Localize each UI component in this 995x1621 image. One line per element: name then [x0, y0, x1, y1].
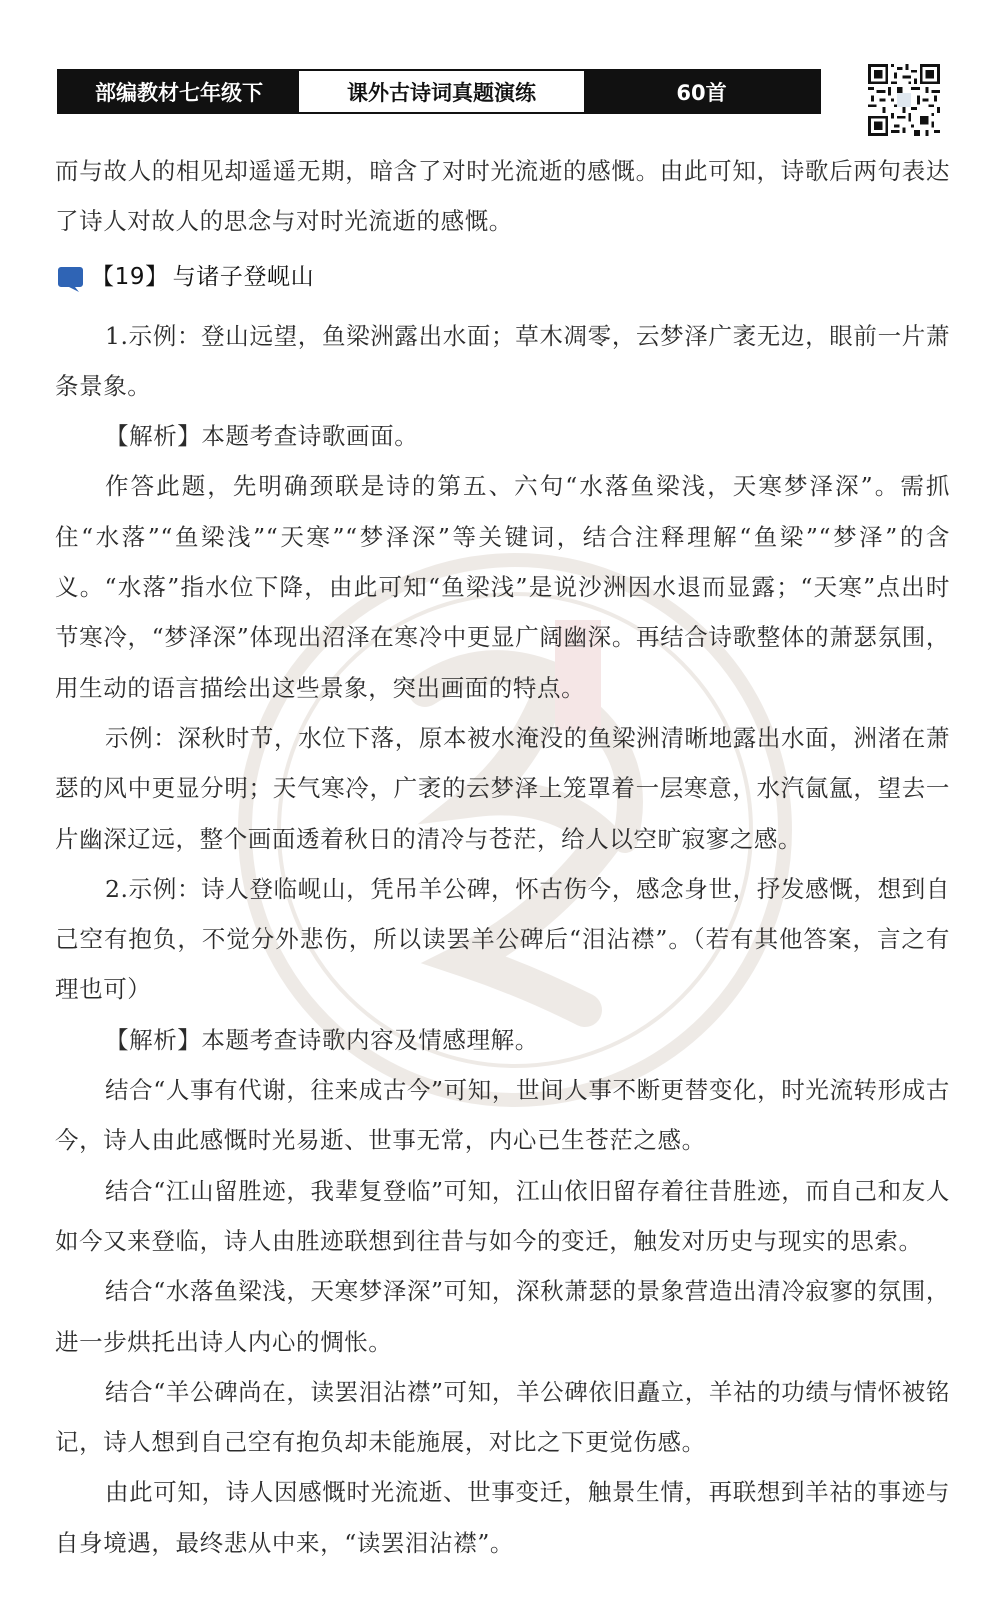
analysis-label: 【解析】 [105, 1025, 202, 1054]
analysis-2-paragraph: 结合“人事有代谢，往来成古今”可知，世间人事不断更替变化，时光流转形成古今，诗人由此感慨时光易逝、世事无常，内心已生苍茫之感。 [55, 1076, 950, 1155]
qr-code-icon[interactable] [868, 64, 940, 136]
analysis-1-heading [55, 411, 950, 461]
header-topic-label: 课外古诗词真题演练 [299, 71, 584, 112]
example-1: 示例：深秋时节，水位下落，原本被水淹没的鱼梁洲清晰地露出水面，洲渚在萧瑟的风中更显分明；天气寒冷，广袤的云梦泽上笼罩着一层寒意，水汽氤氲，望去一片幽深辽远，整个画面透着秋日的清冷与苍茫，给人以空旷寂寥之感。 [55, 723, 950, 853]
analysis-2-paragraph: 由此可知，诗人因感慨时光流逝、世事变迁，触景生情，再联想到羊祜的事迹与自身境遇，最终悲从中来，“读罢泪沾襟”。 [55, 1478, 950, 1557]
section-title: 与诸子登岘山 [172, 264, 315, 291]
bookmark-icon [55, 263, 85, 293]
analysis-text: 本题考查诗歌内容及情感理解。 [201, 1025, 539, 1054]
analysis-2-paragraph: 结合“水落鱼梁浅，天寒梦泽深”可知，深秋萧瑟的景象营造出清冷寂寥的氛围，进一步烘托出诗人内心的惆怅。 [55, 1277, 950, 1356]
answer-1: 1.示例：登山远望，鱼梁洲露出水面；草木凋零，云梦泽广袤无边，眼前一片萧条景象。 [55, 321, 950, 400]
analysis-1-body: 作答此题，先明确颈联是诗的第五、六句“水落鱼梁浅，天寒梦泽深”。需抓住“水落”“鱼梁浅”“天寒”“梦泽深”等关键词，结合注释理解“鱼梁”“梦泽”的含义。“水落”指水位下降，由此可知“鱼梁浅”是说沙洲因水退而显露；“天寒”点出时节寒冷，“梦泽深”体现出沼泽在寒冷中更显广阔幽深。再结合诗歌整体的萧瑟氛围，用生动的语言描绘出这些景象，突出画面的特点。 [55, 472, 950, 702]
page-header [57, 69, 821, 114]
analysis-text: 本题考查诗歌画面。 [201, 422, 419, 451]
document-body [55, 146, 950, 1568]
section-number: 【19】 [91, 264, 169, 291]
analysis-2-heading [55, 1015, 950, 1065]
header-count-label: 60首 [584, 71, 819, 112]
answer-2: 2.示例：诗人登临岘山，凭吊羊公碑，怀古伤今，感念身世，抒发感慨，想到自己空有抱负，不觉分外悲伤，所以读罢羊公碑后“泪沾襟”。（若有其他答案，言之有理也可） [55, 874, 950, 1004]
section-heading [55, 247, 950, 309]
header-grade-label: 部编教材七年级下 [59, 71, 299, 112]
analysis-label: 【解析】 [105, 422, 202, 451]
continued-paragraph: 而与故人的相见却遥遥无期，暗含了对时光流逝的感慨。由此可知，诗歌后两句表达了诗人对故人的思念与对时光流逝的感慨。 [55, 157, 950, 236]
analysis-2-paragraph: 结合“江山留胜迹，我辈复登临”可知，江山依旧留存着往昔胜迹，而自己和友人如今又来登临，诗人由胜迹联想到往昔与如今的变迁，触发对历史与现实的思索。 [55, 1176, 950, 1255]
analysis-2-paragraph: 结合“羊公碑尚在，读罢泪沾襟”可知，羊公碑依旧矗立，羊祜的功绩与情怀被铭记，诗人想到自己空有抱负却未能施展，对比之下更觉伤感。 [55, 1377, 950, 1457]
